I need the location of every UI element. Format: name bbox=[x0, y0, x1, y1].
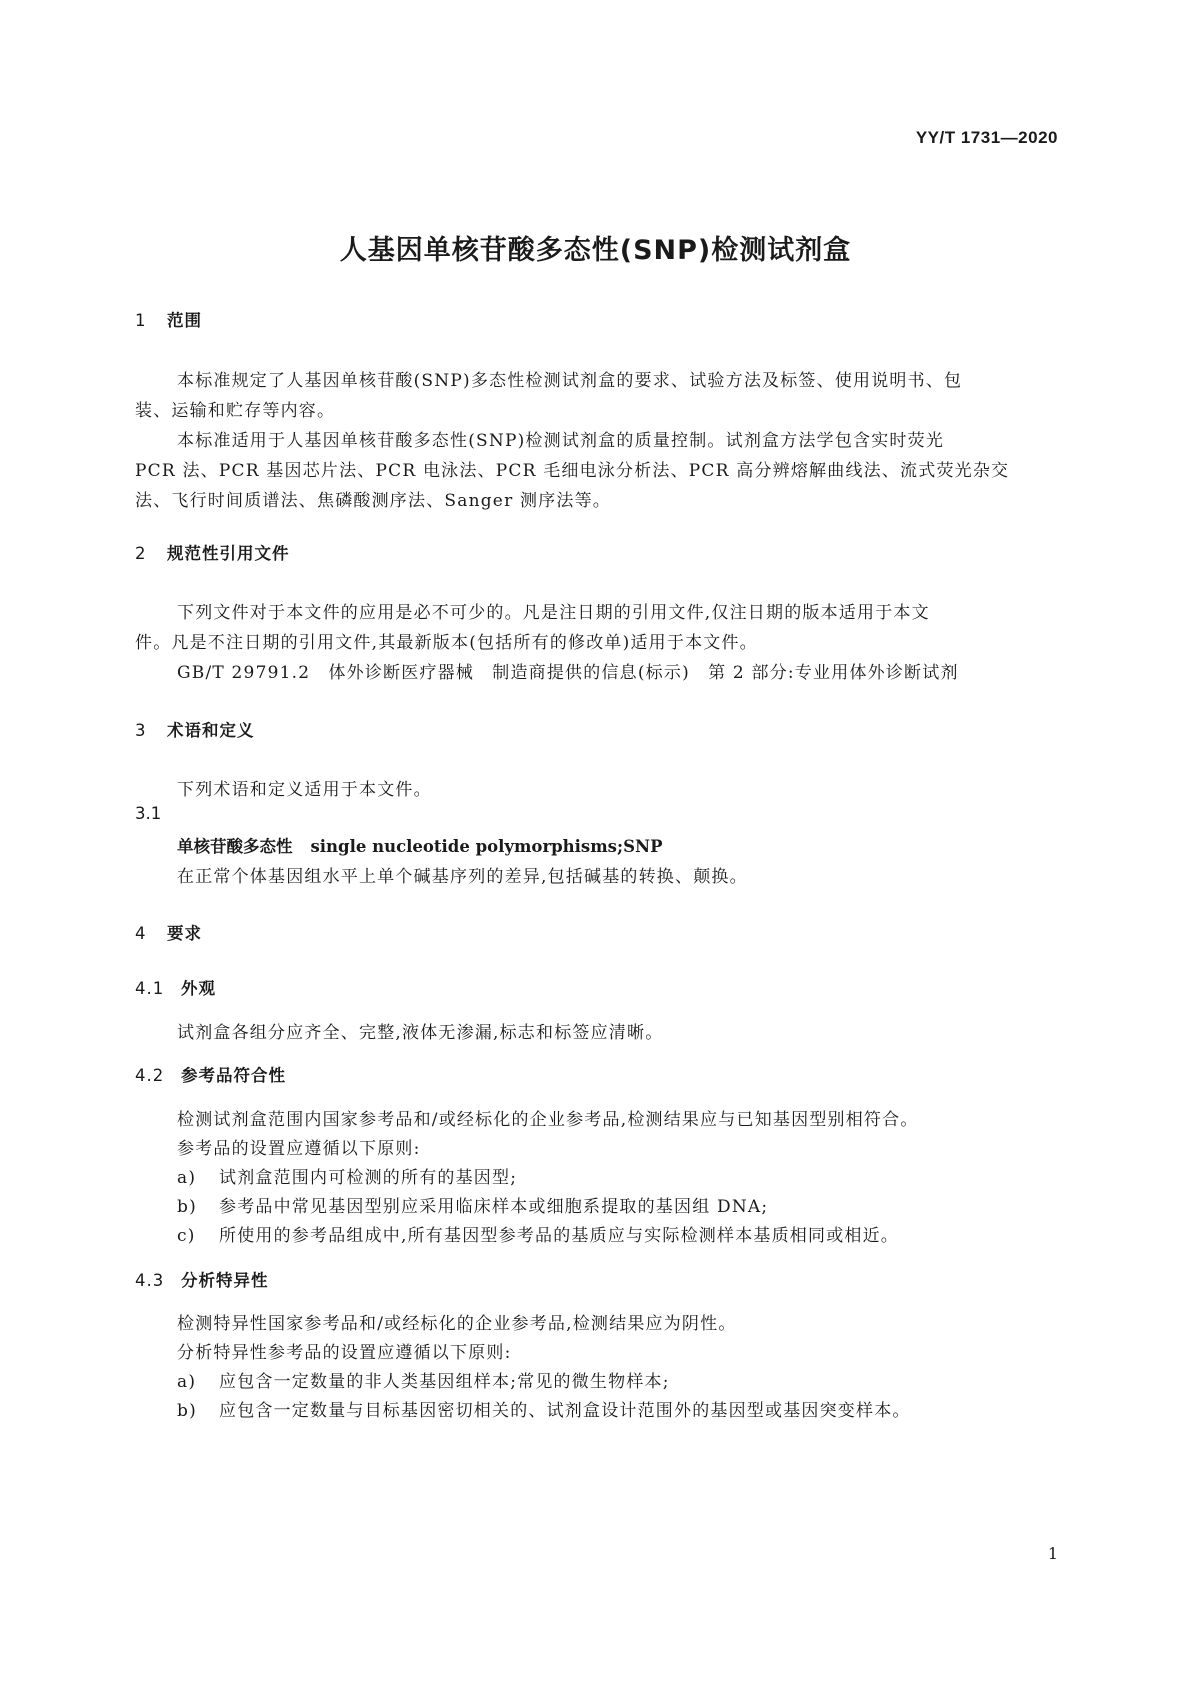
paragraph: 本标准适用于人基因单核苷酸多态性(SNP)检测试剂盒的质量控制。试剂盒方法学包含实时荧光 bbox=[177, 431, 945, 451]
paragraph: 试剂盒各组分应齐全、完整,液体无渗漏,标志和标签应清晰。 bbox=[177, 1023, 664, 1043]
list-item bbox=[177, 1163, 517, 1188]
list-marker: b) bbox=[177, 1401, 197, 1421]
section-number: 2 bbox=[135, 544, 147, 563]
section-title: 外观 bbox=[181, 979, 216, 998]
document-title: 人基因单核苷酸多态性(SNP)检测试剂盒 bbox=[339, 235, 852, 266]
section-4-heading bbox=[135, 920, 202, 944]
list-text: 应包含一定数量的非人类基因组样本;常见的微生物样本; bbox=[219, 1372, 670, 1392]
section-title: 要求 bbox=[167, 924, 202, 943]
section-title: 分析特异性 bbox=[181, 1271, 269, 1290]
list-item bbox=[177, 1367, 670, 1392]
section-title: 范围 bbox=[167, 311, 202, 330]
paragraph: 检测试剂盒范围内国家参考品和/或经标化的企业参考品,检测结果应与已知基因型别相符合。 bbox=[177, 1110, 919, 1130]
paragraph: 本标准规定了人基因单核苷酸(SNP)多态性检测试剂盒的要求、试验方法及标签、使用说明书、包 bbox=[177, 371, 963, 391]
paragraph: 装、运输和贮存等内容。 bbox=[135, 401, 336, 421]
standard-number: YY/T 1731—2020 bbox=[915, 128, 1058, 147]
list-marker: a) bbox=[177, 1168, 197, 1188]
section-title: 参考品符合性 bbox=[181, 1066, 286, 1085]
section-number: 3 bbox=[135, 721, 147, 740]
term-name bbox=[177, 833, 662, 857]
section-3-heading bbox=[135, 717, 255, 741]
list-item bbox=[177, 1221, 899, 1246]
section-number: 4.1 bbox=[135, 979, 165, 998]
term-name-en: single nucleotide polymorphisms;SNP bbox=[310, 837, 663, 856]
section-number: 4 bbox=[135, 924, 147, 943]
paragraph: 参考品的设置应遵循以下原则: bbox=[177, 1139, 421, 1159]
section-1-heading bbox=[135, 307, 202, 331]
list-marker: c) bbox=[177, 1226, 196, 1246]
term-number: 3.1 bbox=[135, 804, 162, 823]
section-title: 规范性引用文件 bbox=[167, 544, 290, 563]
section-4-2-heading bbox=[135, 1062, 286, 1086]
section-title: 术语和定义 bbox=[167, 721, 255, 740]
paragraph: 下列术语和定义适用于本文件。 bbox=[177, 780, 432, 800]
list-text: 应包含一定数量与目标基因密切相关的、试剂盒设计范围外的基因型或基因突变样本。 bbox=[219, 1401, 911, 1421]
list-item bbox=[177, 1396, 911, 1421]
list-marker: b) bbox=[177, 1197, 197, 1217]
list-marker: a) bbox=[177, 1372, 197, 1392]
paragraph: PCR 法、PCR 基因芯片法、PCR 电泳法、PCR 毛细电泳分析法、PCR 高分辨熔解曲线法、流式荧光杂交 bbox=[135, 461, 1010, 481]
section-2-heading bbox=[135, 540, 290, 564]
section-number: 4.3 bbox=[135, 1271, 165, 1290]
paragraph: 法、飞行时间质谱法、焦磷酸测序法、Sanger 测序法等。 bbox=[135, 491, 612, 511]
section-4-1-heading bbox=[135, 975, 216, 999]
term-definition: 在正常个体基因组水平上单个碱基序列的差异,包括碱基的转换、颠换。 bbox=[177, 867, 748, 887]
list-item bbox=[177, 1192, 768, 1217]
list-text: 试剂盒范围内可检测的所有的基因型; bbox=[219, 1168, 518, 1188]
section-number: 1 bbox=[135, 311, 147, 330]
term-name-cn: 单核苷酸多态性 bbox=[177, 837, 293, 856]
list-text: 所使用的参考品组成中,所有基因型参考品的基质应与实际检测样本基质相同或相近。 bbox=[219, 1226, 900, 1246]
list-text: 参考品中常见基因型别应采用临床样本或细胞系提取的基因组 DNA; bbox=[219, 1197, 769, 1217]
normative-reference: GB/T 29791.2 体外诊断医疗器械 制造商提供的信息(标示) 第 2 部分:专业用体外诊断试剂 bbox=[177, 663, 959, 683]
page-number: 1 bbox=[1047, 1544, 1058, 1563]
paragraph: 件。凡是不注日期的引用文件,其最新版本(包括所有的修改单)适用于本文件。 bbox=[135, 633, 758, 653]
section-4-3-heading bbox=[135, 1267, 269, 1291]
paragraph: 下列文件对于本文件的应用是必不可少的。凡是注日期的引用文件,仅注日期的版本适用于本文 bbox=[177, 603, 930, 623]
paragraph: 检测特异性国家参考品和/或经标化的企业参考品,检测结果应为阴性。 bbox=[177, 1314, 737, 1334]
paragraph: 分析特异性参考品的设置应遵循以下原则: bbox=[177, 1343, 512, 1363]
section-number: 4.2 bbox=[135, 1066, 165, 1085]
